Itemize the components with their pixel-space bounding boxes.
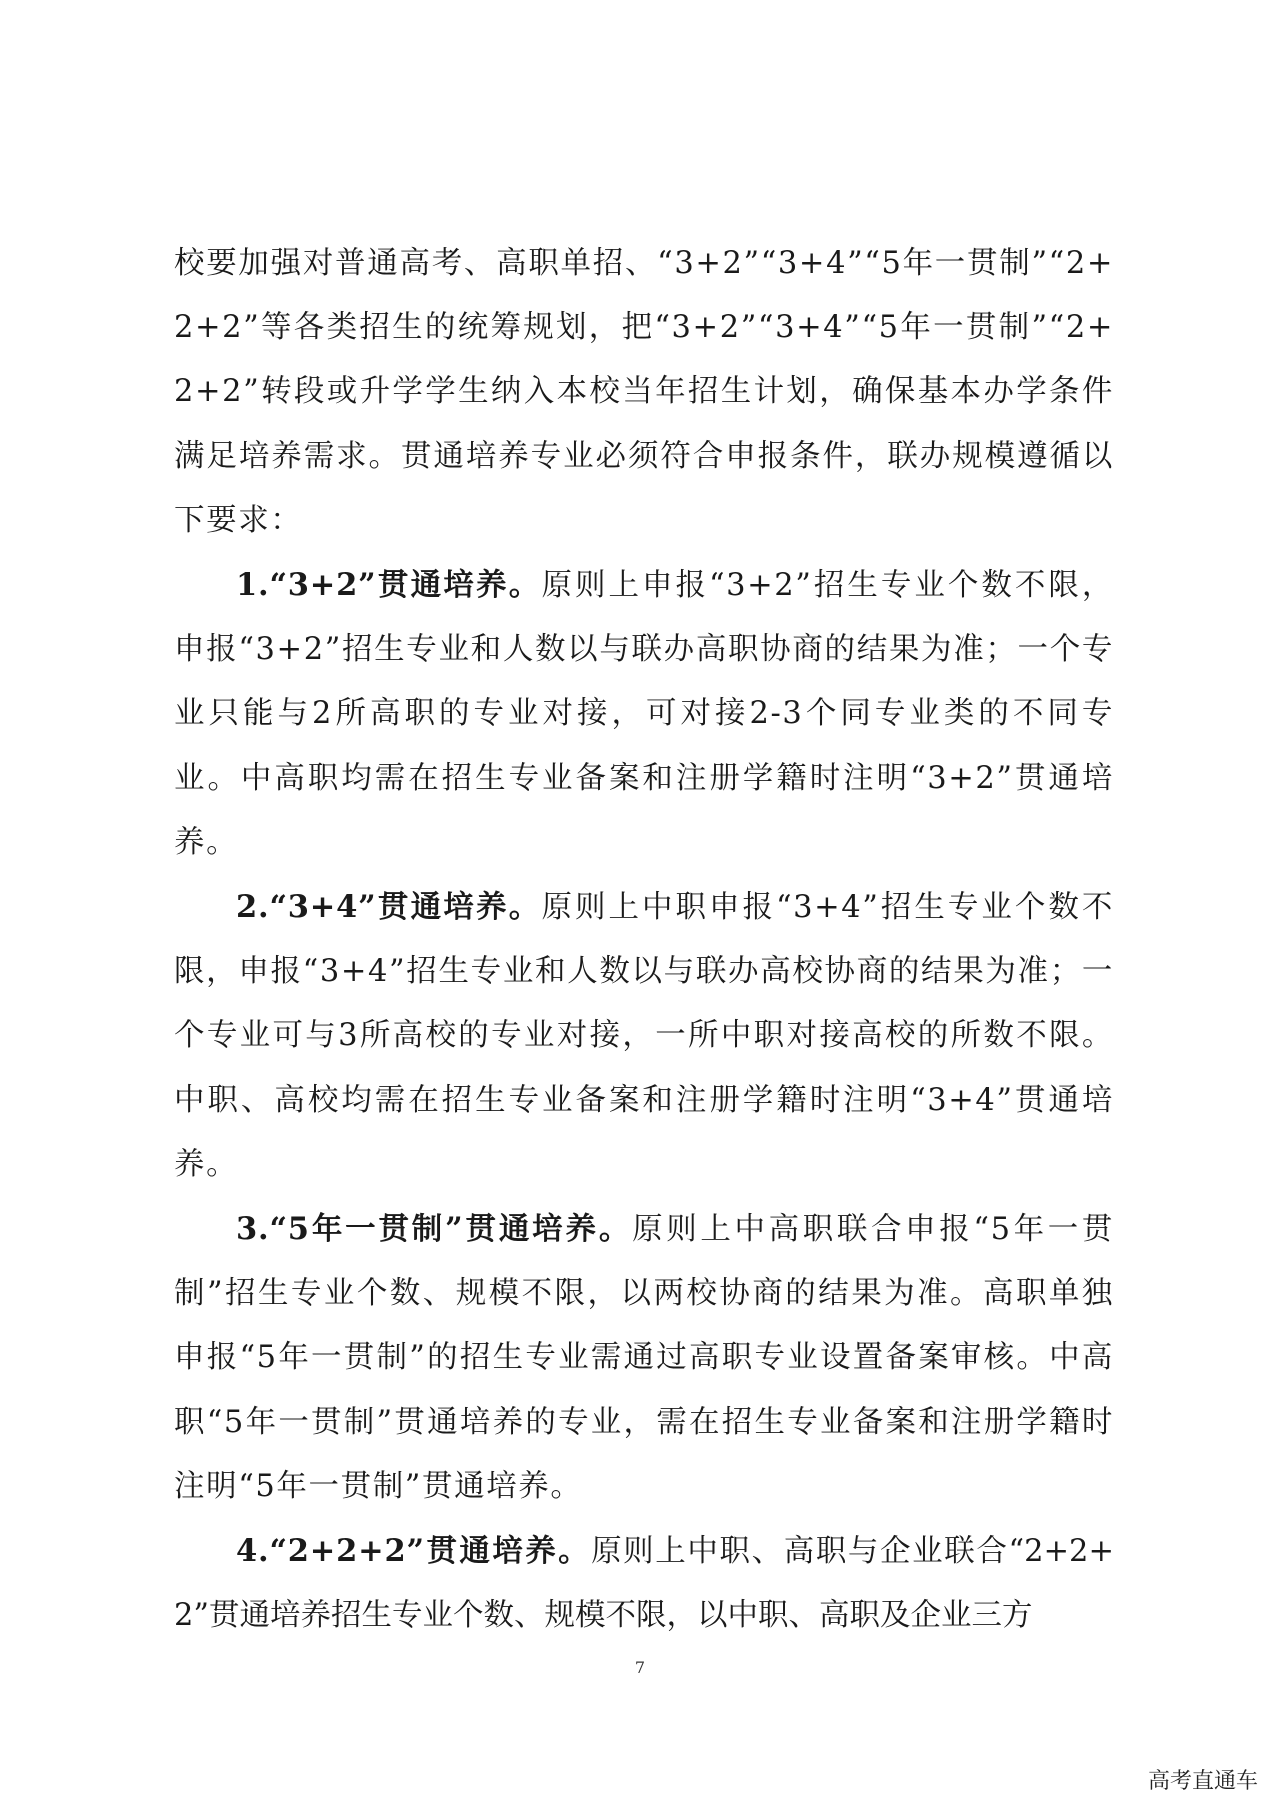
paragraph-heading: 2.“3+4”贯通培养。 <box>236 889 542 926</box>
paragraph-item-1 <box>174 553 1114 875</box>
paragraph-intro <box>174 232 1114 553</box>
watermark-text: 高考直通车 <box>1147 1769 1258 1794</box>
paragraph-item-4 <box>174 1519 1114 1648</box>
document-body <box>174 232 1114 1648</box>
paragraph-text: 原则上申报“3+2”招生专业个数不限，申报“3+2”招生专业和人数以与联办高职协商的结果为准；一个专业只能与2所高职的专业对接，可对接2-3个同专业类的不同专业。中高职均需在招生专业备案和注册学籍时注明“3+2”贯通培养。 <box>174 568 1114 860</box>
paragraph-item-3 <box>174 1197 1114 1519</box>
paragraph-text: 原则上中职、高职与企业联合“2+2+2”贯通培养招生专业个数、规模不限，以中职、高职及企业三方 <box>174 1534 1114 1634</box>
paragraph-heading: 1.“3+2”贯通培养。 <box>236 567 542 604</box>
paragraph-heading: 4.“2+2+2”贯通培养。 <box>236 1533 592 1570</box>
paragraph-text: 原则上中职申报“3+4”招生专业个数不限，申报“3+4”招生专业和人数以与联办高校协商的结果为准；一个专业可与3所高校的专业对接，一所中职对接高校的所数不限。中职、高校均需在招生专业备案和注册学籍时注明“3+4”贯通培养。 <box>174 890 1114 1182</box>
paragraph-heading: 3.“5年一贯制”贯通培养。 <box>236 1211 633 1248</box>
page-number: 7 <box>634 1658 646 1677</box>
paragraph-item-2 <box>174 875 1114 1197</box>
paragraph-text: 校要加强对普通高考、高职单招、“3+2”“3+4”“5年一贯制”“2+2+2”等各类招生的统筹规划，把“3+2”“3+4”“5年一贯制”“2+2+2”转段或升学学生纳入本校当年招生计划，确保基本办学条件满足培养需求。贯通培养专业必须符合申报条件，联办规模遵循以下要求： <box>174 246 1114 538</box>
paragraph-text: 原则上中高职联合申报“5年一贯制”招生专业个数、规模不限，以两校协商的结果为准。高职单独申报“5年一贯制”的招生专业需通过高职专业设置备案审核。中高职“5年一贯制”贯通培养的专业，需在招生专业备案和注册学籍时注明“5年一贯制”贯通培养。 <box>174 1212 1114 1504</box>
